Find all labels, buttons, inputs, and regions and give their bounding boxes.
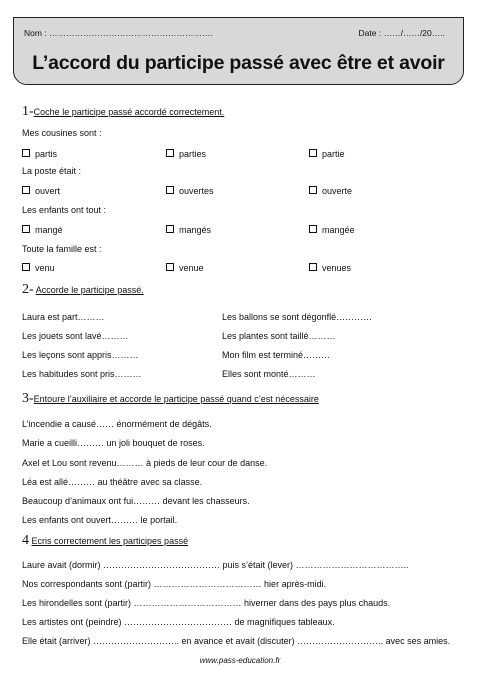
section-1-heading <box>22 104 224 120</box>
section-3-instruction: Entoure l’auxiliaire et accorde le participe passé quand c’est nécessaire <box>33 394 319 404</box>
option-label: partis <box>35 149 58 159</box>
footer-site: www.pass-education.fr <box>199 656 281 665</box>
section-3-heading <box>22 391 319 407</box>
question-prompt: Les enfants ont tout : <box>22 205 107 215</box>
section-1-instruction: Coche le participe passé accordé correctement. <box>33 107 225 117</box>
section-4-heading <box>22 533 188 549</box>
section-2-heading <box>22 282 144 298</box>
exercise-line: Les hirondelles sont (partir) ……………………………… hiverner dans des pays plus chauds. <box>22 598 391 608</box>
option-checkbox[interactable] <box>166 263 204 273</box>
exercise-line: L’incendie a causé…… énormément de dégâts. <box>22 419 212 429</box>
section-4-instruction: Ecris correctement les participes passé <box>31 536 189 546</box>
exercise-line: Les leçons sont appris……… <box>22 350 139 360</box>
option-checkbox[interactable] <box>166 186 214 196</box>
question-prompt: Toute la famille est : <box>22 244 102 254</box>
exercise-line: Léa est allé……… au théâtre avec sa classe. <box>22 477 203 487</box>
option-label: ouverte <box>322 186 353 196</box>
section-4-number: 4 <box>22 533 29 548</box>
checkbox-icon[interactable] <box>309 225 317 233</box>
option-checkbox[interactable] <box>22 225 63 235</box>
checkbox-icon[interactable] <box>166 149 174 157</box>
question-prompt: La poste était : <box>22 166 82 176</box>
exercise-line: Les ballons se sont dégonflé………… <box>222 312 373 322</box>
option-checkbox[interactable] <box>22 186 60 196</box>
checkbox-icon[interactable] <box>22 149 30 157</box>
option-label: partie <box>322 149 345 159</box>
checkbox-icon[interactable] <box>166 225 174 233</box>
option-checkbox[interactable] <box>309 186 352 196</box>
checkbox-icon[interactable] <box>309 149 317 157</box>
exercise-line: Axel et Lou sont revenu……… à pieds de leur cour de danse. <box>22 458 268 468</box>
section-3-number: 3- <box>22 391 34 406</box>
exercise-line: Laura est part……… <box>22 312 105 322</box>
exercise-line: Marie a cueilli……… un joli bouquet de roses. <box>22 438 205 448</box>
exercise-line: Les enfants ont ouvert……… le portail. <box>22 515 178 525</box>
option-checkbox[interactable] <box>166 149 206 159</box>
section-1-number: 1- <box>22 104 34 119</box>
option-checkbox[interactable] <box>309 225 355 235</box>
checkbox-icon[interactable] <box>166 263 174 271</box>
option-checkbox[interactable] <box>22 263 55 273</box>
date-field[interactable]: Date : ……/……/20….. <box>358 28 445 38</box>
option-checkbox[interactable] <box>22 149 57 159</box>
checkbox-icon[interactable] <box>309 263 317 271</box>
exercise-line: Les jouets sont lavé……… <box>22 331 129 341</box>
option-label: ouvertes <box>179 186 214 196</box>
option-label: mangée <box>322 225 355 235</box>
exercise-line: Les artistes ont (peindre) ……………………………… de magnifiques tableaux. <box>22 617 335 627</box>
exercise-line: Elles sont monté……… <box>222 369 316 379</box>
name-field[interactable]: Nom : …………………………………………………. <box>24 28 213 38</box>
option-checkbox[interactable] <box>309 149 345 159</box>
option-label: ouvert <box>35 186 61 196</box>
option-checkbox[interactable] <box>166 225 211 235</box>
checkbox-icon[interactable] <box>22 263 30 271</box>
question-prompt: Mes cousines sont : <box>22 128 102 138</box>
option-checkbox[interactable] <box>309 263 351 273</box>
option-label: mangé <box>35 225 63 235</box>
checkbox-icon[interactable] <box>22 186 30 194</box>
exercise-line: Mon film est terminé……… <box>222 350 331 360</box>
checkbox-icon[interactable] <box>166 186 174 194</box>
option-label: venu <box>35 263 55 273</box>
checkbox-icon[interactable] <box>309 186 317 194</box>
exercise-line: Elle était (arriver) ……………………….. en avance et avait (discuter) ……………………….. avec ses amies. <box>22 636 451 646</box>
exercise-line: Nos correspondants sont (partir) ……………………………… hier après-midi. <box>22 579 327 589</box>
checkbox-icon[interactable] <box>22 225 30 233</box>
option-label: venue <box>179 263 204 273</box>
exercise-line: Beaucoup d’animaux ont fui……… devant les chasseurs. <box>22 496 250 506</box>
option-label: parties <box>179 149 207 159</box>
page-title: L’accord du participe passé avec être et avoir <box>32 52 445 74</box>
option-label: venues <box>322 263 352 273</box>
option-label: mangés <box>179 225 212 235</box>
exercise-line: Les plantes sont taillé……… <box>222 331 336 341</box>
section-2-number: 2- <box>22 282 34 297</box>
section-2-instruction: Accorde le participe passé. <box>35 285 144 295</box>
exercise-line: Les habitudes sont pris……… <box>22 369 142 379</box>
exercise-line: Laure avait (dormir) ………………………………… puis s’était (lever) ……………………………….. <box>22 560 409 570</box>
header-box <box>13 17 464 85</box>
